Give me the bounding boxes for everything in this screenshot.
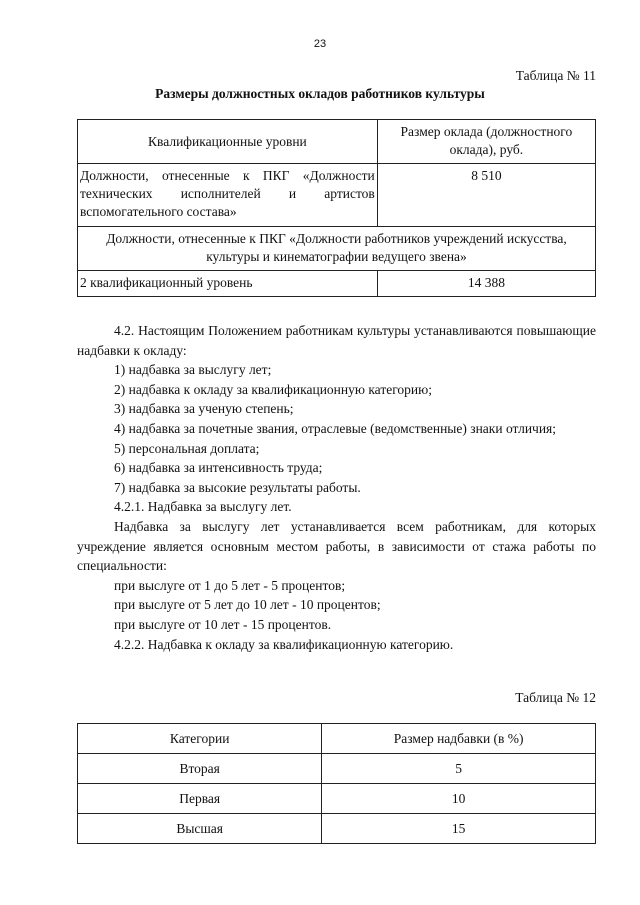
paragraph-4-2-1-heading: 4.2.1. Надбавка за выслугу лет. <box>114 499 292 515</box>
category-cell: Вторая <box>78 754 322 784</box>
tier-item: при выслуге от 1 до 5 лет - 5 процентов; <box>114 577 346 593</box>
category-cell: Высшая <box>78 814 322 844</box>
table-header-row <box>78 120 596 164</box>
row-salary-value: 8 510 <box>377 164 595 227</box>
table-11-caption: Таблица № 11 <box>515 68 596 83</box>
page-number: 23 <box>313 38 327 50</box>
row-salary-value: 14 388 <box>377 271 595 297</box>
list-item: 4) надбавка за почетные звания, отраслевые (ведомственные) знаки отличия; <box>114 420 557 436</box>
paragraph-4-2-2-heading: 4.2.2. Надбавка к окладу за квалификационную категорию. <box>114 636 454 652</box>
body-text <box>77 321 596 654</box>
table-row <box>78 271 596 297</box>
header-qualification-levels: Квалификационные уровни <box>78 120 378 164</box>
table-row <box>78 754 596 784</box>
list-item: 7) надбавка за высокие результаты работы. <box>114 479 361 495</box>
table-row <box>78 164 596 227</box>
table-11-title: Размеры должностных окладов работников культуры <box>155 86 485 101</box>
salary-table <box>77 119 596 297</box>
list-item: 1) надбавка за выслугу лет; <box>114 362 272 378</box>
row-qualification-level: 2 квалификационный уровень <box>78 271 378 297</box>
list-item: 3) надбавка за ученую степень; <box>114 401 294 417</box>
paragraph-4-2: 4.2. Настоящим Положением работникам культуры устанавливаются повышающие надбавки к окладу: <box>77 323 596 358</box>
bonus-value-cell: 10 <box>322 784 596 814</box>
list-item: 2) надбавка к окладу за квалификационную категорию; <box>114 381 432 397</box>
bonus-value-cell: 15 <box>322 814 596 844</box>
category-cell: Первая <box>78 784 322 814</box>
table-row <box>78 784 596 814</box>
list-item: 6) надбавка за интенсивность труда; <box>114 460 323 476</box>
table-group-row <box>78 227 596 271</box>
row-position-group-label: Должности, отнесенные к ПКГ «Должности технических исполнителей и артистов вспомогательного состава» <box>78 164 378 227</box>
header-salary-size: Размер оклада (должностного оклада), руб. <box>377 120 595 164</box>
tier-item: при выслуге от 10 лет - 15 процентов. <box>114 616 332 632</box>
table-12-caption: Таблица № 12 <box>515 690 596 705</box>
header-bonus-size: Размер надбавки (в %) <box>322 724 596 754</box>
paragraph-4-2-1-text: Надбавка за выслугу лет устанавливается всем работникам, для которых учреждение является основным местом работы, в зависимости от стажа работы по специальности: <box>77 518 596 574</box>
category-bonus-table <box>77 723 596 844</box>
header-categories: Категории <box>78 724 322 754</box>
table-header-row <box>78 724 596 754</box>
list-item: 5) персональная доплата; <box>114 440 260 456</box>
group-heading: Должности, отнесенные к ПКГ «Должности работников учреждений искусства, культуры и кинематографии ведущего звена» <box>78 227 596 271</box>
bonus-value-cell: 5 <box>322 754 596 784</box>
table-row <box>78 814 596 844</box>
tier-item: при выслуге от 5 лет до 10 лет - 10 процентов; <box>114 597 381 613</box>
